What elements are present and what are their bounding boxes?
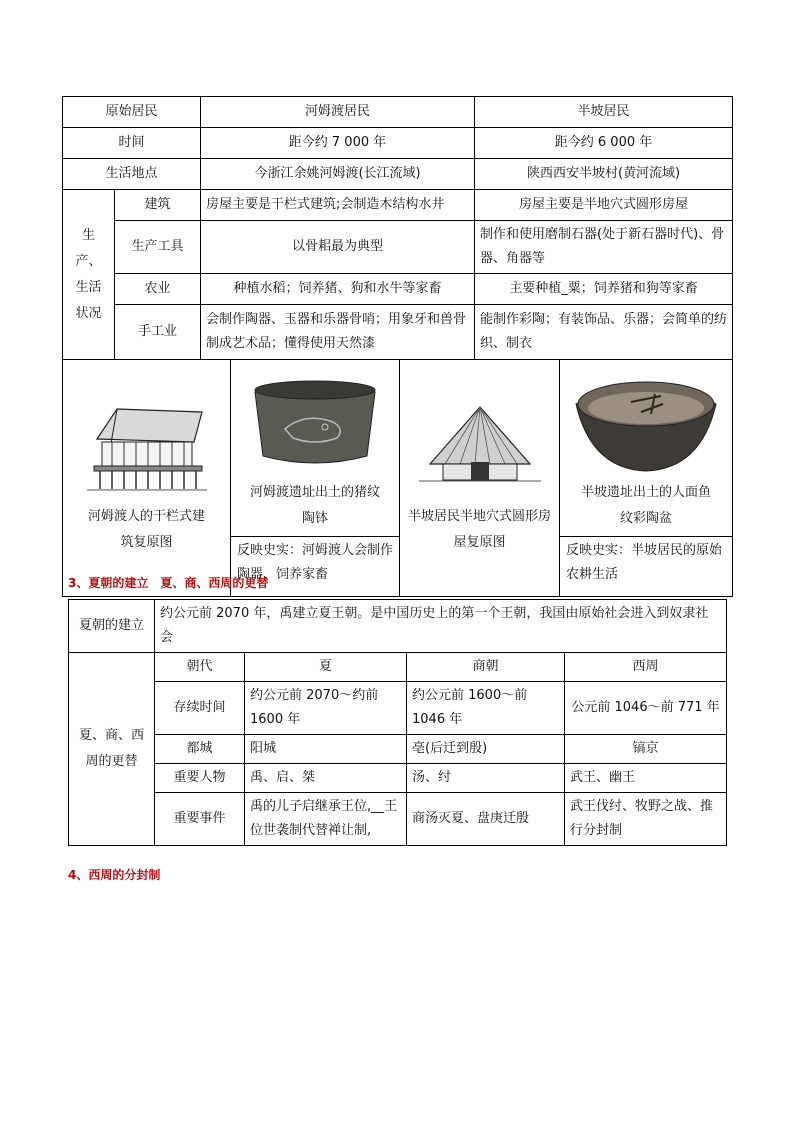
- time-banpo: 距今约 6 000 年: [475, 128, 733, 159]
- header-residents: 原始居民: [63, 97, 201, 128]
- row-label: 建筑: [115, 190, 201, 221]
- pig-pattern-pottery-icon: [245, 374, 385, 474]
- location-hemudu: 今浙江余姚河姆渡(长江流域): [201, 159, 475, 190]
- figures-shang: 汤、纣: [407, 764, 565, 793]
- row-label: 农业: [115, 274, 201, 305]
- succession-label: 夏、商、西周的更替: [69, 653, 155, 846]
- header-zhou: 西周: [565, 653, 727, 682]
- figures-xia: 禹、启、桀: [245, 764, 407, 793]
- xia-founding-label: 夏朝的建立: [69, 600, 155, 653]
- duration-zhou: 公元前 1046～前 771 年: [565, 682, 727, 735]
- duration-xia: 约公元前 2070～约前 1600 年: [245, 682, 407, 735]
- image-caption: 河姆渡遗址出土的猪纹陶钵: [250, 485, 381, 526]
- image-caption: 河姆渡人的干栏式建筑复原图: [87, 509, 205, 550]
- time-label: 时间: [63, 128, 201, 159]
- row-label: 重要人物: [155, 764, 245, 793]
- header-banpo: 半坡居民: [475, 97, 733, 128]
- figures-zhou: 武王、幽王: [565, 764, 727, 793]
- events-zhou: 武王伐纣、牧野之战、推行分封制: [565, 793, 727, 846]
- craft-hemudu: 会制作陶器、玉器和乐器骨哨；用象牙和兽骨制成艺术品；懂得使用天然漆: [201, 305, 475, 360]
- image-note: 反映史实：半坡居民的原始农耕生活: [560, 536, 732, 589]
- building-banpo: 房屋主要是半地穴式圆形房屋: [475, 190, 733, 221]
- row-label: 存续时间: [155, 682, 245, 735]
- image-panel: [231, 360, 400, 596]
- craft-banpo: 能制作彩陶；有装饰品、乐器；会简单的纺织、制衣: [475, 305, 733, 360]
- round-hut-icon: [415, 402, 545, 492]
- stilt-house-icon: [82, 404, 212, 494]
- section-3-title: 3、夏朝的建立 夏、商、西周的更替: [68, 576, 269, 590]
- tools-banpo: 制作和使用磨制石器(处于新石器时代)、骨器、角器等: [475, 221, 733, 274]
- header-hemudu: 河姆渡居民: [201, 97, 475, 128]
- header-xia: 夏: [245, 653, 407, 682]
- image-panel: [63, 360, 231, 596]
- image-panel: [400, 360, 560, 596]
- time-hemudu: 距今约 7 000 年: [201, 128, 475, 159]
- building-hemudu: 房屋主要是干栏式建筑;会制造木结构水井: [201, 190, 475, 221]
- image-note: 反映史实：河姆渡人会制作陶器、饲养家畜: [231, 536, 399, 589]
- header-shang: 商朝: [407, 653, 565, 682]
- primitive-residents-table: [62, 96, 733, 597]
- capital-shang: 亳(后迁到殷): [407, 735, 565, 764]
- life-label: 生产、生活状况: [63, 190, 115, 360]
- header-dynasty: 朝代: [155, 653, 245, 682]
- row-label: 都城: [155, 735, 245, 764]
- events-shang: 商汤灭夏、盘庚迁殷: [407, 793, 565, 846]
- capital-xia: 阳城: [245, 735, 407, 764]
- events-xia: 禹的儿子启继承王位,__王位世袭制代替禅让制,: [245, 793, 407, 846]
- row-label: 生产工具: [115, 221, 201, 274]
- agri-hemudu: 种植水稻；饲养猪、狗和水牛等家畜: [201, 274, 475, 305]
- location-banpo: 陕西西安半坡村(黄河流域): [475, 159, 733, 190]
- image-caption: 半坡居民半地穴式圆形房屋复原图: [407, 509, 551, 550]
- image-panel: [560, 360, 732, 596]
- duration-shang: 约公元前 1600～前 1046 年: [407, 682, 565, 735]
- row-label: 手工业: [115, 305, 201, 360]
- image-caption: 半坡遗址出土的人面鱼纹彩陶盆: [581, 485, 712, 526]
- xia-founding-text: 约公元前 2070 年，禹建立夏王朝。是中国历史上的第一个王朝，我国由原始社会进入到奴隶社会: [155, 600, 727, 653]
- row-label: 重要事件: [155, 793, 245, 846]
- capital-zhou: 镐京: [565, 735, 727, 764]
- agri-banpo: 主要种植_粟；饲养猪和狗等家畜: [475, 274, 733, 305]
- xia-shang-zhou-table: [68, 599, 727, 846]
- tools-hemudu: 以骨耜最为典型: [201, 221, 475, 274]
- section-4-title: 4、西周的分封制: [68, 868, 161, 882]
- location-label: 生活地点: [63, 159, 201, 190]
- fish-pattern-basin-icon: [571, 374, 721, 474]
